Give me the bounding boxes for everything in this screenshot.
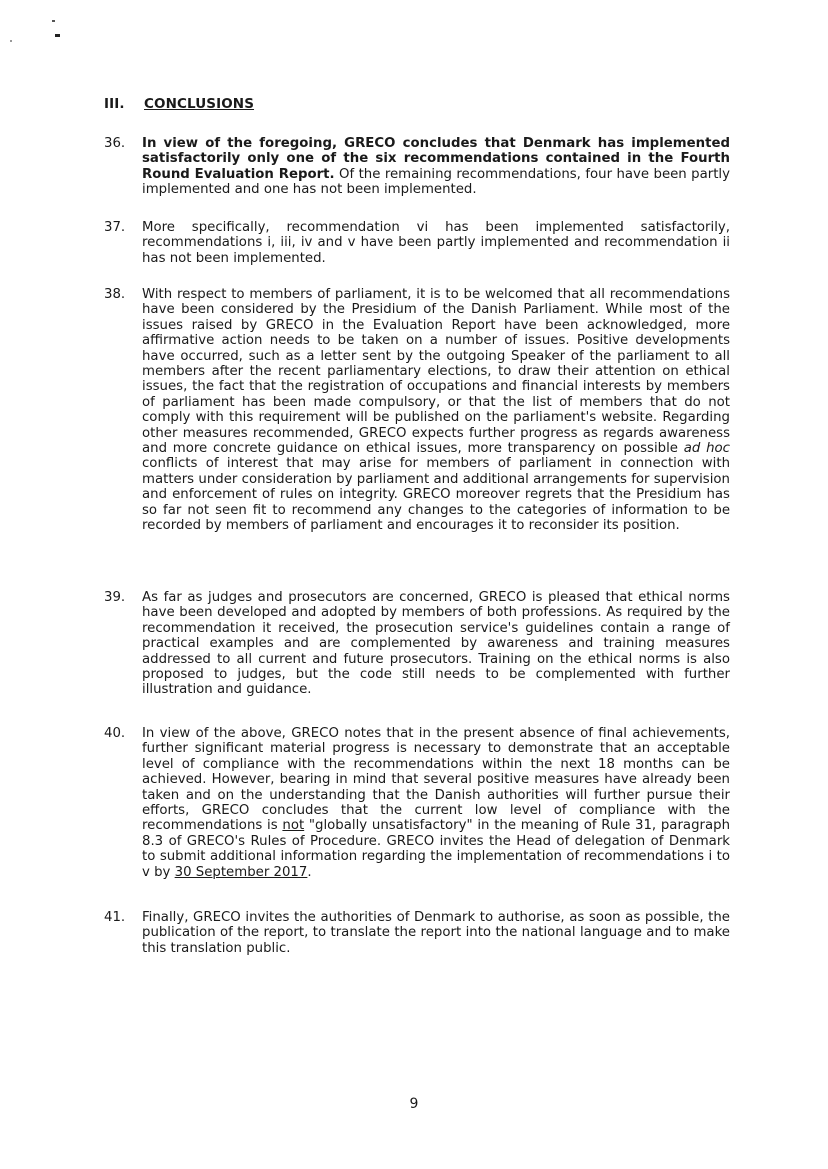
paragraph-number: 36. [104, 136, 126, 151]
paragraph-number: 40. [104, 726, 126, 741]
paragraph-39 [104, 590, 730, 698]
paragraph-41 [104, 910, 730, 956]
paragraph-body: As far as judges and prosecutors are concerned, GRECO is pleased that ethical norms have been developed and adopted by members of both professions. As required by the recommendation it received, the prosecution service's guidelines contain a range of practical examples and are complemented by awareness and training measures addressed to all current and future prosecutors. Training on the ethical norms is also proposed to judges, but the code still needs to be complemented with further illustration and guidance. [142, 590, 730, 698]
paragraph-body [142, 726, 730, 880]
page-number: 9 [409, 1096, 419, 1112]
deadline-date: 30 September 2017 [174, 864, 308, 880]
paragraph-number: 37. [104, 220, 126, 235]
paragraph-number: 38. [104, 287, 126, 302]
section-heading [104, 96, 254, 112]
paragraph-text: . [307, 864, 312, 880]
paragraph-text: In view of the above, GRECO notes that in the present absence of final achievements, further significant material progress is necessary to demonstrate that an acceptable level of compliance with the recommendations within the next 18 months can be achieved. However, bearing in mind that several positive measures have already been taken and on the understanding that the Danish authorities will further pursue their efforts, GRECO concludes that the current low level of compliance with the recommendations is [142, 726, 730, 834]
paragraph-body [142, 136, 730, 198]
scan-mark [52, 20, 55, 22]
paragraph-text: conflicts of interest that may arise for members of parliament in connection with matters under consideration by parliament and additional arrangements for supervision and enforcement of rules on integrity. GRECO moreover regrets that the Presidium has so far not seen fit to recommend any changes to the categories of information to be recorded by members of parliament and encourages it to reconsider its position. [142, 456, 730, 534]
paragraph-36 [104, 136, 730, 198]
paragraph-bold-text: In view of the foregoing, GRECO concludes that Denmark has implemented satisfactorily only one of the six recommendations contained in the Fourth Round Evaluation Report. [142, 136, 730, 182]
paragraph-40 [104, 726, 730, 880]
paragraph-body: Finally, GRECO invites the authorities of Denmark to authorise, as soon as possible, the publication of the report, to translate the report into the national language and to make this translation public. [142, 910, 730, 956]
paragraph-text: With respect to members of parliament, it is to be welcomed that all recommendations have been considered by the Presidium of the Danish Parliament. While most of the issues raised by GRECO in the Evaluation Report have been acknowledged, more affirmative action needs to be taken on a number of issues. Positive developments have occurred, such as a letter sent by the outgoing Speaker of the parliament to all members after the recent parliamentary elections, to draw their attention on ethical issues, the fact that the registration of occupations and financial interests by members of parliament has been made compulsory, or that the list of members that do not comply with this requirement will be published on the parliament's website. Regarding other measures recommended, GRECO expects further progress as regards awareness and more concrete guidance on ethical issues, more transparency on possible [142, 287, 730, 457]
underlined-text: not [282, 818, 305, 834]
scan-mark [55, 34, 60, 37]
paragraph-body: More specifically, recommendation vi has been implemented satisfactorily, recommendations i, iii, iv and v have been partly implemented and recommendation ii has not been implemented. [142, 220, 730, 266]
section-title: CONCLUSIONS [144, 96, 255, 112]
paragraph-38 [104, 287, 730, 534]
paragraph-italic-text: ad hoc [683, 441, 730, 457]
section-number: III. [104, 96, 125, 112]
paragraph-text: "globally unsatisfactory" in the meaning of Rule 31, paragraph 8.3 of GRECO's Rules of Procedure. GRECO invites the Head of delegation of Denmark to submit additional information regarding the implementation of recommendations i to v by [142, 818, 730, 880]
scan-mark [10, 40, 12, 42]
paragraph-body [142, 287, 730, 534]
paragraph-37 [104, 220, 730, 266]
paragraph-text: Of the remaining recommendations, four have been partly implemented and one has not been implemented. [142, 166, 730, 198]
paragraph-number: 41. [104, 910, 126, 925]
paragraph-number: 39. [104, 590, 126, 605]
